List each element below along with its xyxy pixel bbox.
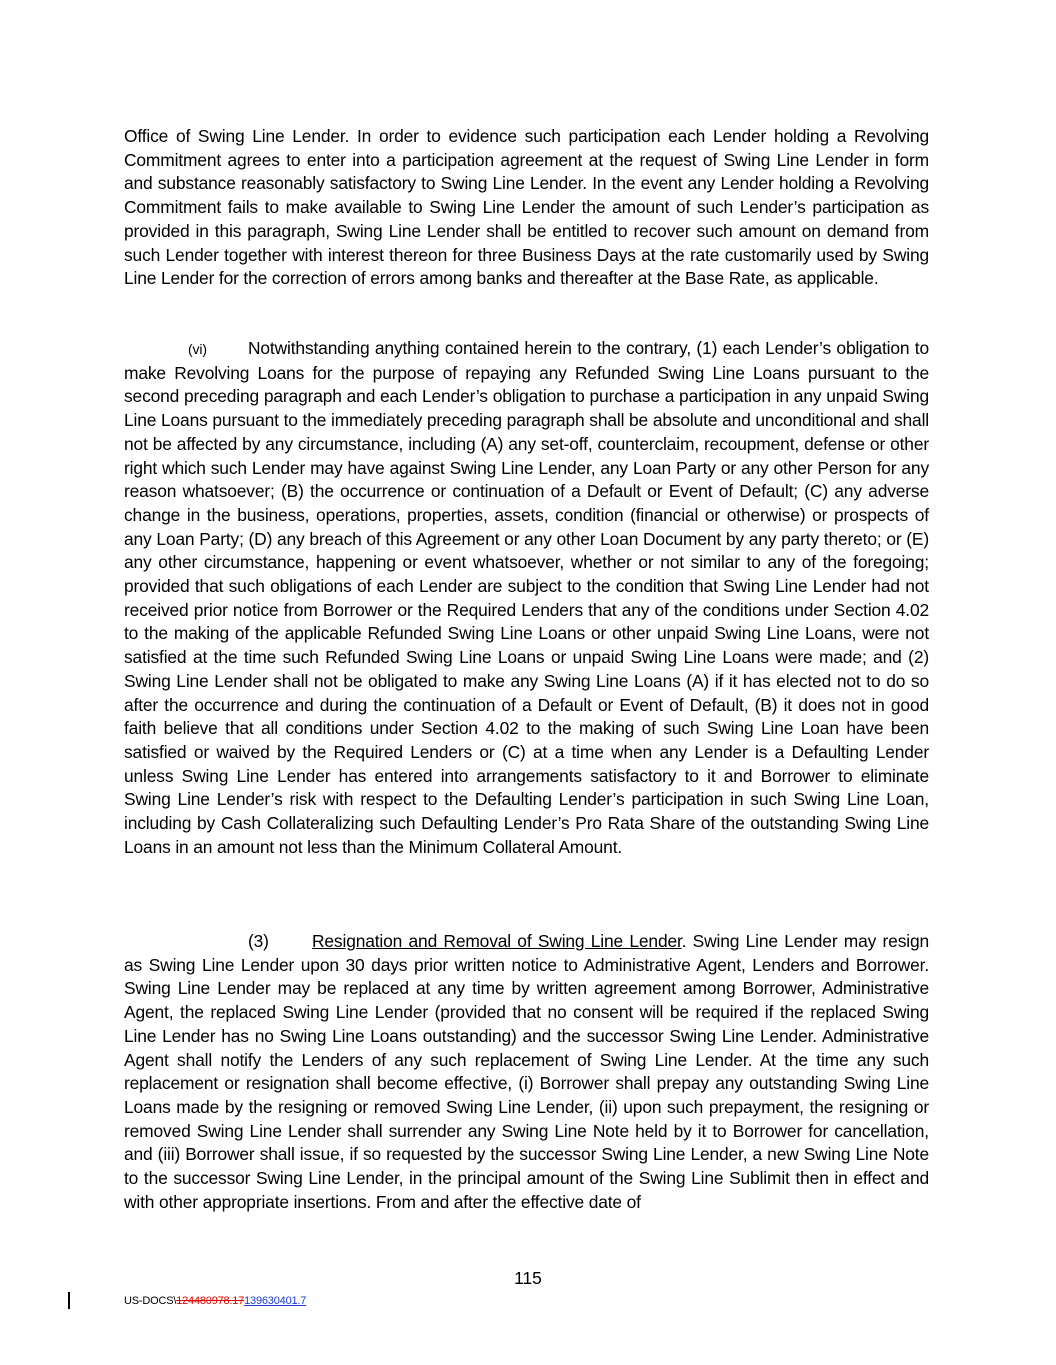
paragraph-1-text: Office of Swing Line Lender. In order to evidence such participation each Lender holding a Revolving Commitment agrees to enter into a participation agreement at the request of Swing Line Lender in form and substance reasonably satisfactory to Swing Line Lender. In the event any Lender holding a Revolving Commitment fails to make available to Swing Line Lender the amount of such Lender’s participation as provided in this paragraph, Swing Line Lender shall be entitled to recover such amount on demand from such Lender together with interest thereon for three Business Days at the rate customarily used by Swing Line Lender for the correction of errors among banks and thereafter at the Base Rate, as applicable. — [124, 126, 929, 289]
paragraph-3-resignation — [124, 930, 929, 1214]
doc-id-inserted: 139630401.7 — [244, 1295, 307, 1307]
doc-id-deleted: 124480978.17 — [176, 1295, 245, 1307]
revision-change-bar — [68, 1292, 70, 1309]
doc-id-prefix: US-DOCS\ — [124, 1295, 177, 1307]
page-number: 115 — [514, 1268, 542, 1288]
paragraph-vi-text: Notwithstanding anything contained herein to the contrary, (1) each Lender’s obligation to make Revolving Loans for the purpose of repaying any Refunded Swing Line Loans pursuant to the second preceding paragraph and each Lender’s obligation to purchase a participation in any unpaid Swing Line Loans pursuant to the immediately preceding paragraph shall be absolute and unconditional and shall not be affected by any circumstance, including (A) any set-off, counterclaim, recoupment, defense or other right which such Lender may have against Swing Line Lender, any Loan Party or any other Person for any reason whatsoever; (B) the occurrence or continuation of a Default or Event of Default; (C) any adverse change in the business, operations, properties, assets, condition (financial or otherwise) or prospects of any Loan Party; (D) any breach of this Agreement or any other Loan Document by any party thereto; or (E) any other circumstance, happening or event whatsoever, whether or not similar to any of the foregoing; provided that such obligations of each Lender are subject to the condition that Swing Line Lender had not received prior notice from Borrower or the Required Lenders that any of the conditions under Section 4.02 to the making of the applicable Refunded Swing Line Loans or other unpaid Swing Line Loans, were not satisfied at the time such Refunded Swing Line Loans or unpaid Swing Line Loans were made; and (2) Swing Line Lender shall not be obligated to make any Swing Line Loans (A) if it has elected not to do so after the occurrence and during the continuation of a Default or Event of Default, (B) it does not in good faith believe that all conditions under Section 4.02 to the making of such Swing Line Loan have been satisfied or waived by the Required Lenders or (C) at a time when any Lender is a Defaulting Lender unless Swing Line Lender has entered into arrangements satisfactory to it and Borrower to eliminate Swing Line Lender’s risk with respect to the Defaulting Lender’s participation in such Swing Line Loan, including by Cash Collateralizing such Defaulting Lender’s Pro Rata Share of the outstanding Swing Line Loans in an amount not less than the Minimum Collateral Amount. — [124, 338, 929, 857]
paragraph-3-text: . Swing Line Lender may resign as Swing Line Lender upon 30 days prior written notice to Administrative Agent, Lenders and Borrower. Swing Line Lender may be replaced at any time by written agreement among Borrower, Administrative Agent, the replaced Swing Line Lender (provided that no consent will be required if the replaced Swing Line Lender has no Swing Line Loans outstanding) and the successor Swing Line Lender. Administrative Agent shall notify the Lenders of any such replacement of Swing Line Lender. At the time any such replacement or resignation shall become effective, (i) Borrower shall prepay any outstanding Swing Line Loans made by the resigning or removed Swing Line Lender, (ii) upon such prepayment, the resigning or removed Swing Line Lender shall surrender any Swing Line Note held by it to Borrower for cancellation, and (iii) Borrower shall issue, if so requested by the successor Swing Line Lender, a new Swing Line Note to the successor Swing Line Lender, in the principal amount of the Swing Line Sublimit then in effect and with other appropriate insertions. From and after the effective date of — [124, 931, 929, 1212]
paragraph-3-heading: Resignation and Removal of Swing Line Lender — [312, 931, 682, 951]
paragraph-vi-marker: (vi) — [188, 341, 207, 357]
document-id-footer — [124, 1295, 306, 1307]
paragraph-3-marker: (3) — [248, 931, 269, 951]
paragraph-continuation — [124, 125, 929, 291]
paragraph-vi — [124, 337, 929, 859]
